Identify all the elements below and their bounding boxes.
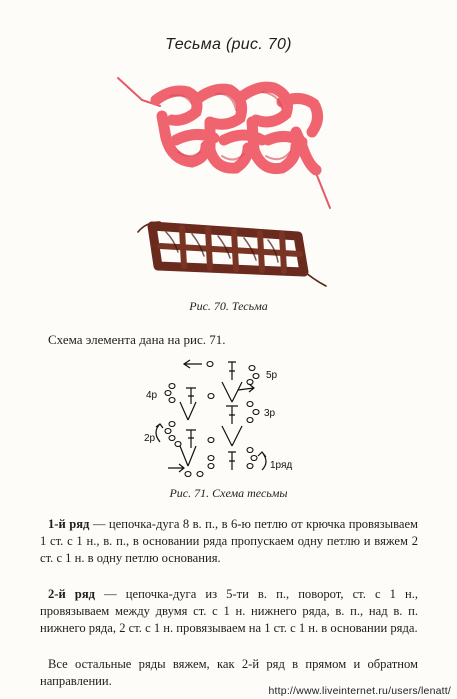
stitch-symbols (180, 362, 242, 470)
other-rows-text: Все остальные ряды вяжем, как 2-й ряд в прямом и обратном направлении. (40, 657, 418, 688)
figure-70-caption: Рис. 70. Тесьма (189, 299, 268, 313)
row-label-2: 2р (144, 433, 156, 444)
row-1-direction-arrow (168, 464, 184, 472)
row-1-label: 1-й ряд (48, 517, 90, 531)
row-2-curve-arrow (156, 424, 163, 442)
paragraph-row-2 (40, 586, 418, 637)
row-label-1: 1ряд (270, 460, 293, 471)
row-2-label: 2-й ряд (48, 587, 96, 601)
row-label-5: 5р (266, 370, 278, 381)
scheme-intro-text: Схема элемента дана на рис. 71. (48, 332, 226, 347)
source-url-watermark: http://www.liveinternet.ru/users/lenatt/ (268, 685, 451, 697)
row-2-text: — цепочка-дуга из 5-ти в. п., поворот, ст. с 1 н., провязываем между двумя ст. с 1 н. нижнего ряда, в. п., над в. п. нижнего ряда, 2 ст. с 1 н. провязываем на 1 ст. с 1 н. в основании ряда. (40, 587, 418, 635)
row-label-3: 3р (264, 408, 276, 419)
figure-71-caption: Рис. 71. Схема тесьмы (169, 486, 288, 500)
row-label-4: 4р (146, 390, 158, 401)
row-1-curve-arrow (258, 452, 266, 470)
page-title: Тесьма (рис. 70) (165, 36, 292, 53)
row-5-direction-arrow (184, 360, 202, 368)
row-1-text: — цепочка-дуга 8 в. п., в 6-ю петлю от крючка провязываем 1 ст. с 1 н., в. п., в основании ряда пропускаем одну петлю и вяжем 2 ст. с 1 н. в одну петлю основания. (40, 517, 418, 565)
chain-stitch-ovals (165, 362, 259, 477)
paragraph-row-1 (40, 516, 418, 567)
